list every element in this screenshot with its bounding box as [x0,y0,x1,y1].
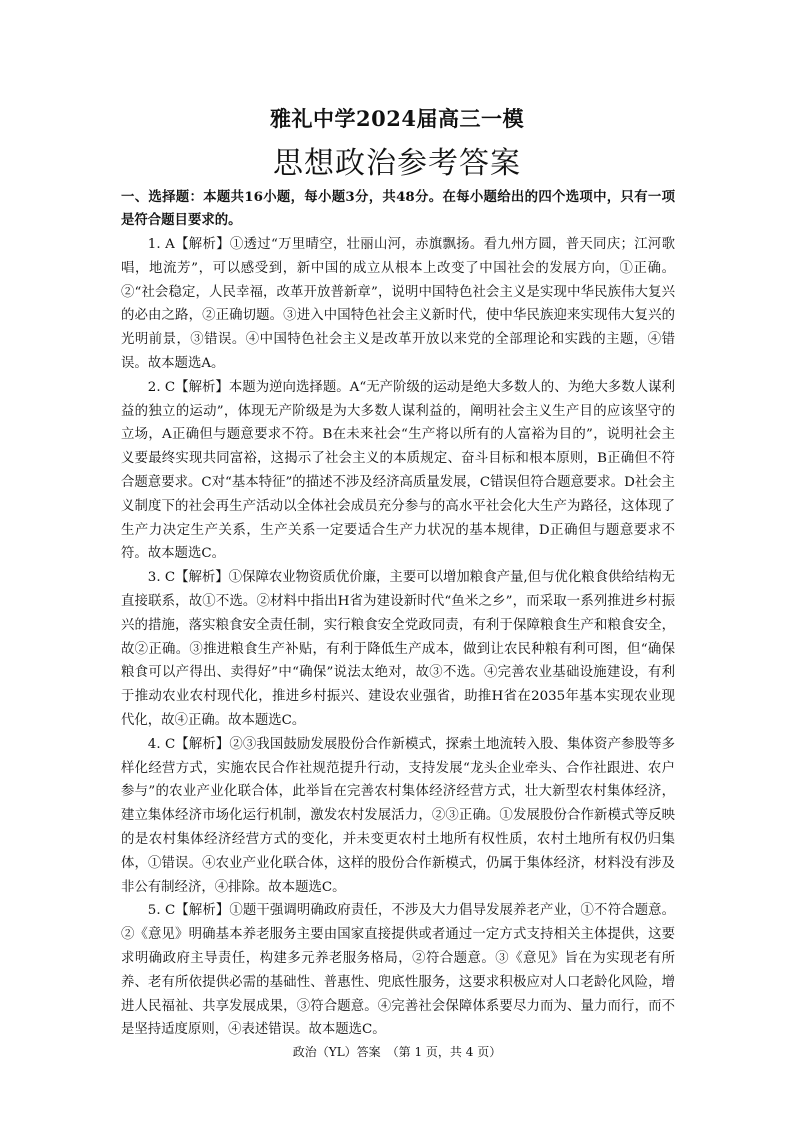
answer-5: 5. C【解析】①题干强调明确政府责任，不涉及大力倡导发展养老产业，①不符合题意。②《意见》明确基本养老服务主要由国家直接提供或者通过一定方式支持相关主体提供，这要求明确政府主导责任，构建多元养老服务格局，②符合题意。③《意见》旨在为实现老有所养、老有所依提供必需的基础性、普惠性、兜底性服务，这要求积极应对人口老龄化风险，增进人民福祉、共享发展成果，③符合题意。④完善社会保障体系要尽力而为、量力而行，而不是坚持适度原则，④表述错误。故本题选C。 [121,903,675,1038]
answer-2: 2. C【解析】本题为逆向选择题。A“无产阶级的运动是绝大多数人的、为绝大多数人谋利益的独立的运动”，体现无产阶级是为大多数人谋利益的，阐明社会主义生产目的应该坚守的立场，A正确但与题意要求不符。B在未来社会“生产将以所有的人富裕为目的”，说明社会主义要最终实现共同富裕，这揭示了社会主义的本质规定、奋斗目标和根本原则，B正确但不符合题意要求。C对“基本特征”的描述不涉及经济高质量发展，C错误但符合题意要求。D社会主义制度下的社会再生产活动以全体社会成员充分参与的高水平社会化大生产为路径，这体现了生产力决定生产关系，生产关系一定要适合生产力状况的基本规律，D正确但与题意要求不符。故本题选C。 [121,379,675,562]
answer-list [121,233,675,1042]
page-footer: 政治（YL）答案 （第 1 页，共 4 页） [292,1045,502,1059]
answer-4: 4. C【解析】②③我国鼓励发展股份合作新模式，探索土地流转入股、集体资产参股等多样化经营方式，实施农民合作社规范提升行动，支持发展“龙头企业牵头、合作社跟进、农户参与”的农业产业化联合体，此举旨在完善农村集体经济经营方式，壮大新型农村集体经济，建立集体经济市场化运行机制，激发农村发展活力，②③正确。①发展股份合作新模式等反映的是农村集体经济经营方式的变化，并未变更农村土地所有权性质，农村土地所有权仍归集体，①错误。④农业产业化联合体，这样的股份合作新模式，仍属于集体经济，材料没有涉及非公有制经济，④排除。故本题选C。 [121,736,675,895]
section-heading: 一、选择题：本题共16小题，每小题3分，共48分。在每小题给出的四个选项中，只有一项是符合题目要求的。 [121,189,675,228]
school-title: 雅礼中学2024届高三一模 [270,106,524,131]
answer-3: 3. C【解析】①保障农业物资质优价廉，主要可以增加粮食产量,但与优化粮食供给结构无直接联系，故①不选。②材料中指出H省为建设新时代“鱼米之乡”，而采取一系列推进乡村振兴的措施，落实粮食安全责任制，实行粮食安全党政同责，有利于保障粮食生产和粮食安全，故②正确。③推进粮食生产补贴，有利于降低生产成本，做到让农民种粮有利可图，但“确保粮食可以产得出、卖得好”中“确保”说法太绝对，故③不选。④完善农业基础设施建设，有利于推动农业农村现代化，推进乡村振兴、建设农业强省，助推H省在2035年基本实现农业现代化，故④正确。故本题选C。 [121,570,675,728]
answer-1: 1. A【解析】①透过“万里晴空，壮丽山河，赤旗飘扬。看九州方圆，普天同庆；江河歌唱，地流芳”，可以感受到，新中国的成立从根本上改变了中国社会的发展方向，①正确。②“社会稳定，人民幸福，改革开放普新章”，说明中国特色社会主义是实现中华民族伟大复兴的必由之路，②正确切题。③进入中国特色社会主义新时代，使中华民族迎来实现伟大复兴的光明前景，③错误。④中国特色社会主义是改革开放以来党的全部理论和实践的主题，④错误。故本题选A。 [121,237,675,371]
main-title: 思想政治参考答案 [273,146,521,181]
